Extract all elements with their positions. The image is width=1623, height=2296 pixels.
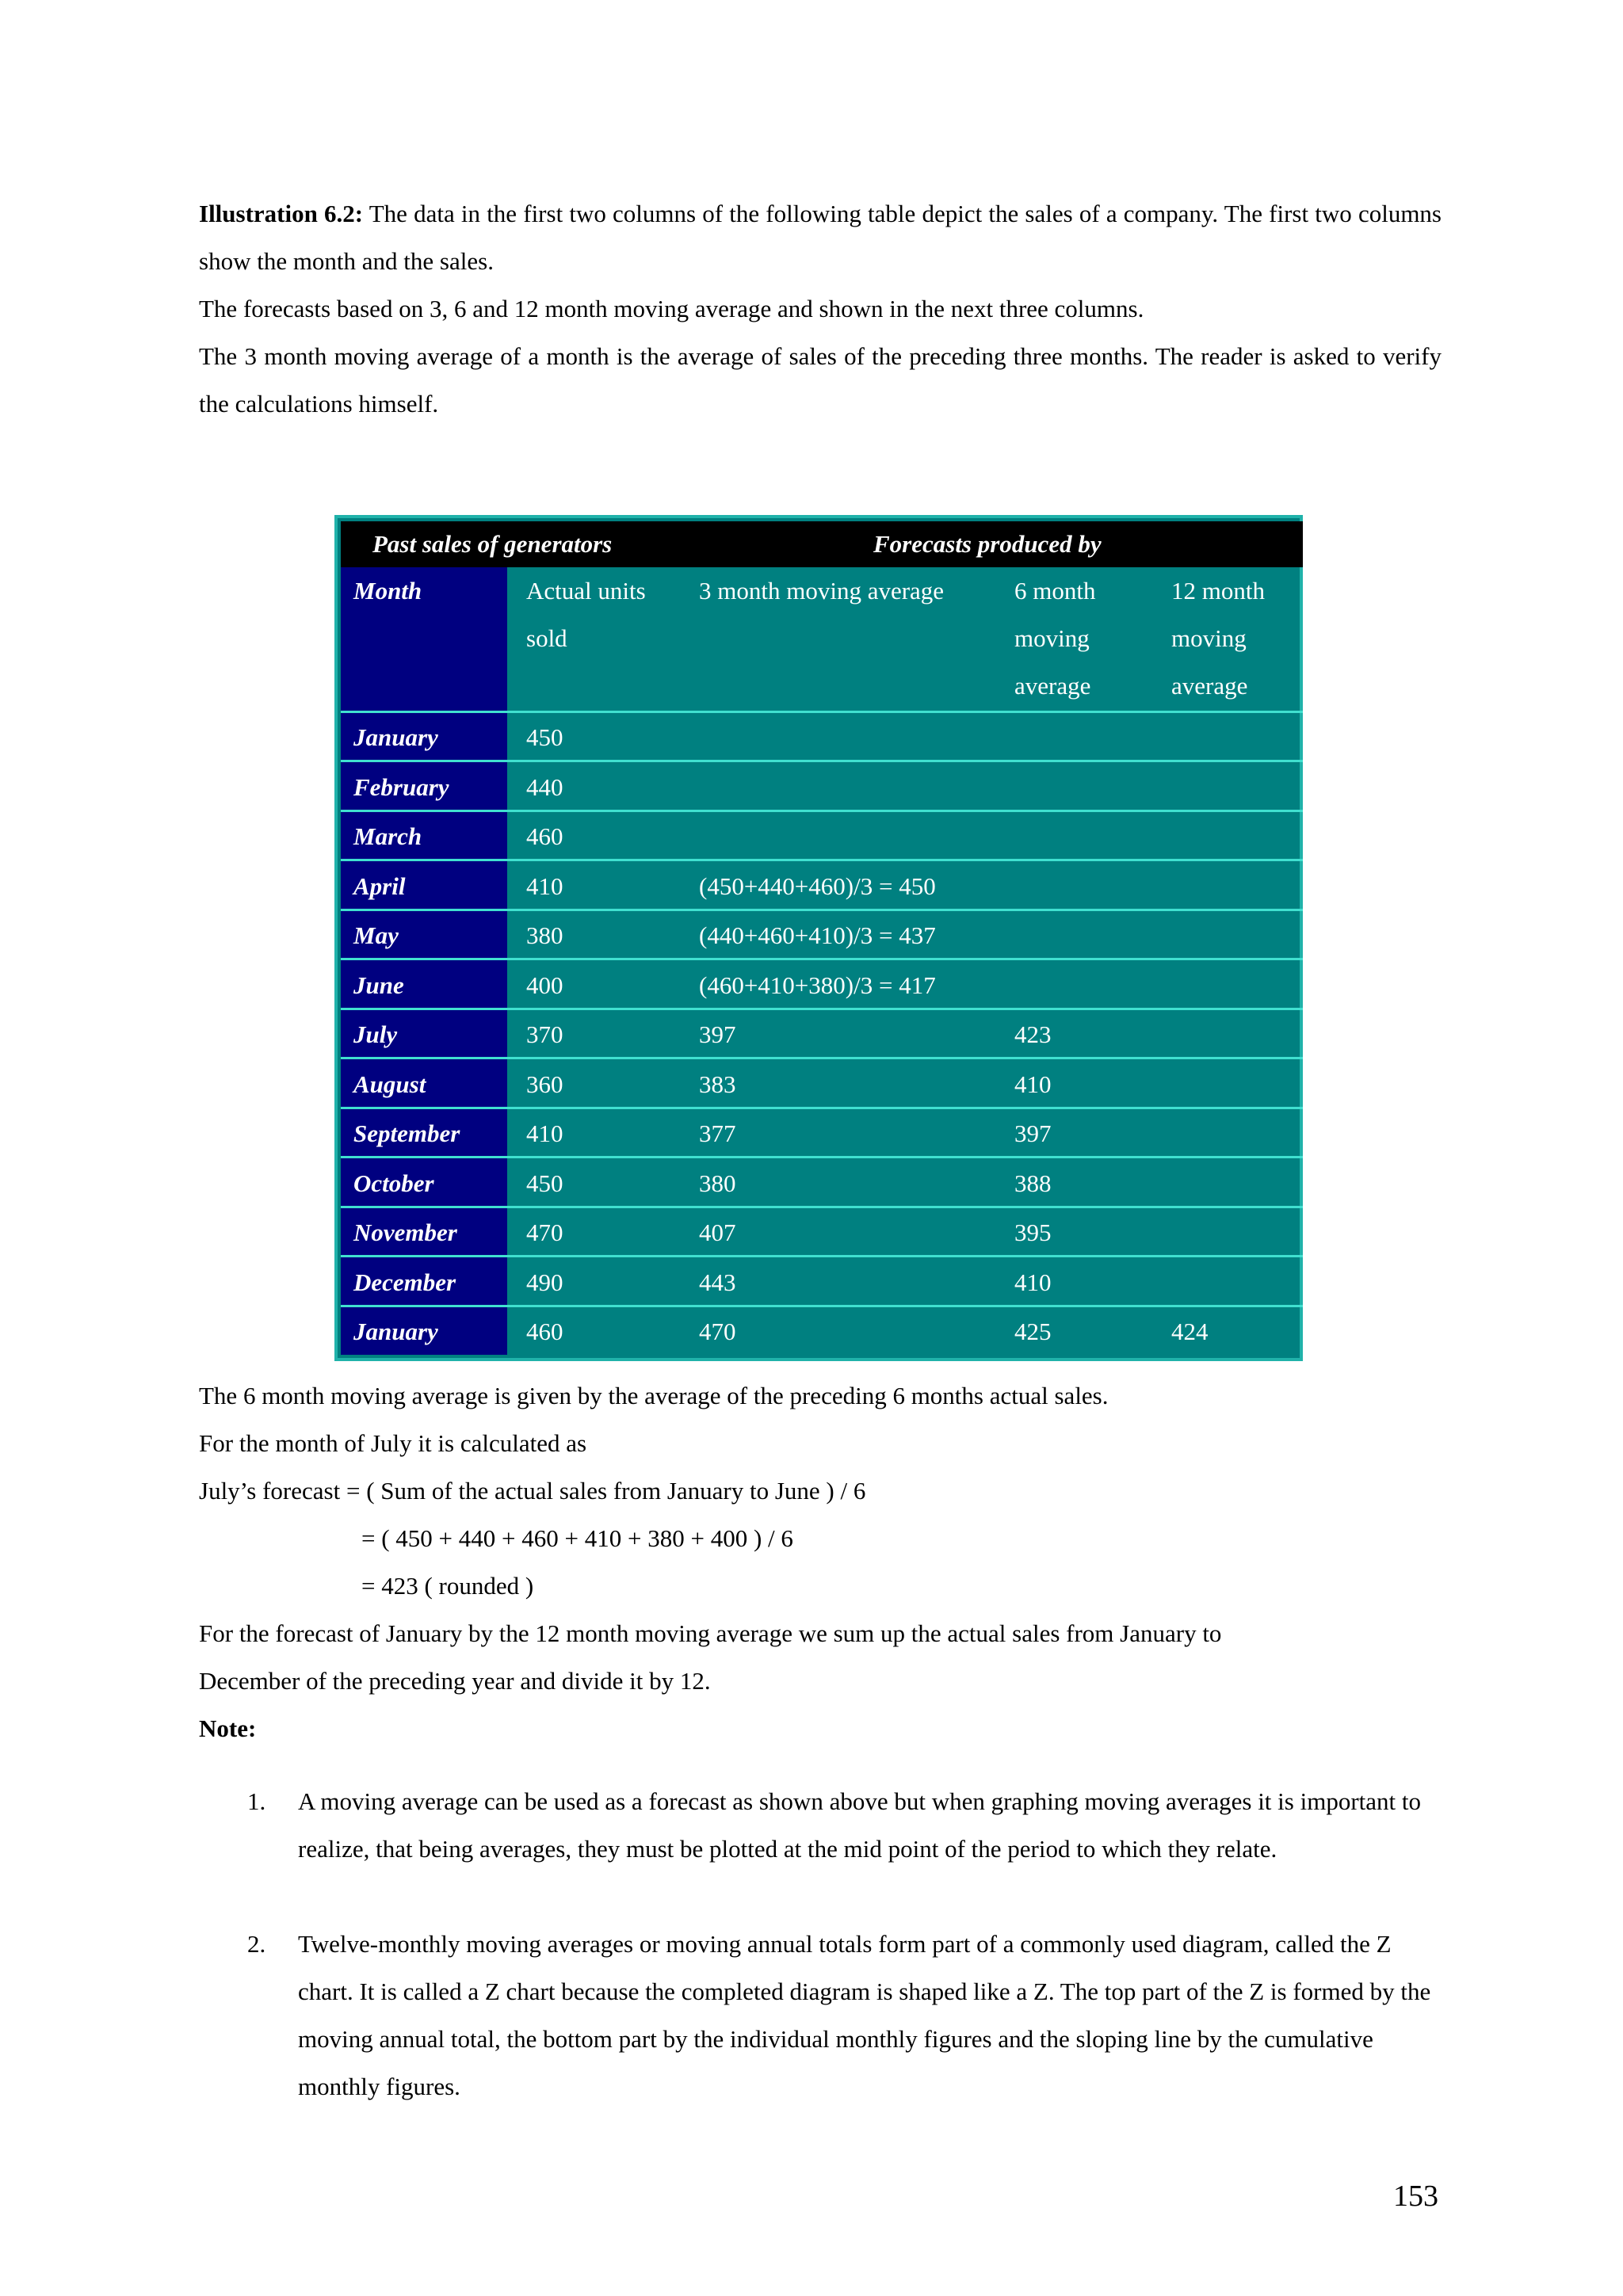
table-row	[341, 1307, 1303, 1356]
cell-month: November	[353, 1219, 457, 1246]
text-6-month-explanation: The 6 month moving average is given by the average of the preceding 6 months actual sales.	[199, 1382, 1109, 1409]
cell-6-month-avg: 425	[1014, 1318, 1052, 1345]
text-12-month-explanation-2: December of the preceding year and divide it by 12.	[199, 1667, 711, 1695]
table-row	[341, 812, 1303, 861]
cell-actual-units: 470	[526, 1219, 563, 1246]
cell-actual-units: 400	[526, 971, 563, 999]
cell-month: March	[353, 822, 422, 850]
cell-3-month-avg: 380	[699, 1169, 736, 1197]
text-july-result: = 423 ( rounded )	[361, 1572, 534, 1600]
cell-actual-units: 370	[526, 1020, 563, 1048]
text-july-forecast-formula: July’s forecast = ( Sum of the actual sales from January to June ) / 6	[199, 1477, 866, 1505]
cell-6-month-avg: 423	[1014, 1020, 1052, 1048]
title-forecasts: Forecasts produced by	[873, 530, 1102, 558]
cell-12-month-avg: 424	[1171, 1318, 1209, 1345]
cell-3-month-avg: 397	[699, 1020, 736, 1048]
cell-month: May	[353, 921, 399, 949]
title-past-sales: Past sales of generators	[372, 530, 613, 558]
note-2-text: Twelve-monthly moving averages or moving annual totals form part of a commonly used diagram, called the Z chart. It is called a Z chart because the completed diagram is shaped like a Z. The top part of the Z is formed by the moving annual total, the bottom part by the individual monthly figures and the sloping line by the cumulative monthly figures.	[298, 1930, 1431, 2100]
cell-actual-units: 360	[526, 1070, 563, 1098]
cell-6-month-avg: 410	[1014, 1268, 1052, 1296]
text-12-month-explanation-1: For the forecast of January by the 12 month moving average we sum up the actual sales from January to	[199, 1619, 1222, 1647]
cell-month: April	[353, 871, 406, 900]
cell-month: January	[353, 723, 438, 751]
table-row	[341, 1159, 1303, 1208]
table-row	[341, 1109, 1303, 1158]
illustration-label: Illustration 6.2:	[199, 200, 364, 227]
cell-actual-units: 450	[526, 723, 563, 751]
table-row	[341, 1258, 1303, 1307]
note-1-number: 1.	[247, 1787, 266, 1815]
cell-actual-units: 410	[526, 1119, 563, 1147]
cell-month: December	[353, 1268, 456, 1296]
table-row	[341, 961, 1303, 1010]
header-3-month: 3 month moving average	[699, 577, 945, 605]
cell-6-month-avg: 410	[1014, 1070, 1052, 1098]
cell-month: July	[353, 1020, 398, 1048]
table-title-row	[341, 521, 1303, 567]
intro-paragraph-3: The 3 month moving average of a month is the average of sales of the preceding three months. The reader is asked to verify the calculations himself.	[199, 342, 1442, 418]
cell-month: June	[353, 971, 404, 999]
table-row	[341, 1010, 1303, 1059]
cell-actual-units: 460	[526, 822, 563, 850]
table-row	[341, 911, 1303, 960]
cell-actual-units: 380	[526, 921, 563, 949]
text-july-calc-intro: For the month of July it is calculated as	[199, 1429, 587, 1457]
table-row	[341, 713, 1303, 762]
cell-3-month-avg: 377	[699, 1119, 736, 1147]
text-july-sum: = ( 450 + 440 + 460 + 410 + 380 + 400 ) / 6	[361, 1524, 793, 1552]
cell-6-month-avg: 395	[1014, 1219, 1052, 1246]
header-actual-units: Actual units sold	[526, 577, 646, 652]
table-row	[341, 763, 1303, 812]
cell-actual-units: 490	[526, 1268, 563, 1296]
cell-3-month-avg: (450+440+460)/3 = 450	[699, 871, 936, 900]
cell-actual-units: 410	[526, 871, 563, 900]
page-number: 153	[1393, 2180, 1438, 2213]
table-row	[341, 1060, 1303, 1109]
note-2-number: 2.	[247, 1930, 266, 1958]
table-header-row	[341, 567, 1303, 713]
sales-forecast-table	[334, 515, 1303, 1361]
cell-3-month-avg: 443	[699, 1268, 736, 1296]
cell-month: October	[353, 1169, 434, 1197]
cell-3-month-avg: 383	[699, 1070, 736, 1098]
cell-month: August	[353, 1070, 426, 1098]
cell-3-month-avg: 407	[699, 1219, 736, 1246]
header-12-month: 12 month moving average	[1171, 577, 1265, 700]
header-6-month: 6 month moving average	[1014, 577, 1096, 700]
cell-3-month-avg: 470	[699, 1318, 736, 1345]
table-row	[341, 1208, 1303, 1257]
cell-3-month-avg: (460+410+380)/3 = 417	[699, 971, 936, 999]
note-1-text: A moving average can be used as a forecast as shown above but when graphing moving averages it is important to realize, that being averages, they must be plotted at the mid point of the period to which they relate.	[298, 1787, 1421, 1863]
intro-paragraph	[199, 190, 1442, 285]
intro-paragraph-2: The forecasts based on 3, 6 and 12 month moving average and shown in the next three columns.	[199, 295, 1144, 322]
cell-actual-units: 450	[526, 1169, 563, 1197]
cell-month: September	[353, 1119, 460, 1147]
intro-text-1: The data in the first two columns of the following table depict the sales of a company. The first two columns show the month and the sales.	[199, 200, 1442, 275]
cell-6-month-avg: 388	[1014, 1169, 1052, 1197]
note-heading: Note:	[199, 1714, 257, 1742]
cell-actual-units: 460	[526, 1318, 563, 1345]
cell-month: January	[353, 1318, 438, 1345]
cell-month: February	[353, 772, 449, 801]
table-row	[341, 862, 1303, 911]
cell-3-month-avg: (440+460+410)/3 = 437	[699, 921, 936, 949]
cell-actual-units: 440	[526, 772, 563, 801]
header-month: Month	[353, 577, 422, 605]
cell-6-month-avg: 397	[1014, 1119, 1052, 1147]
